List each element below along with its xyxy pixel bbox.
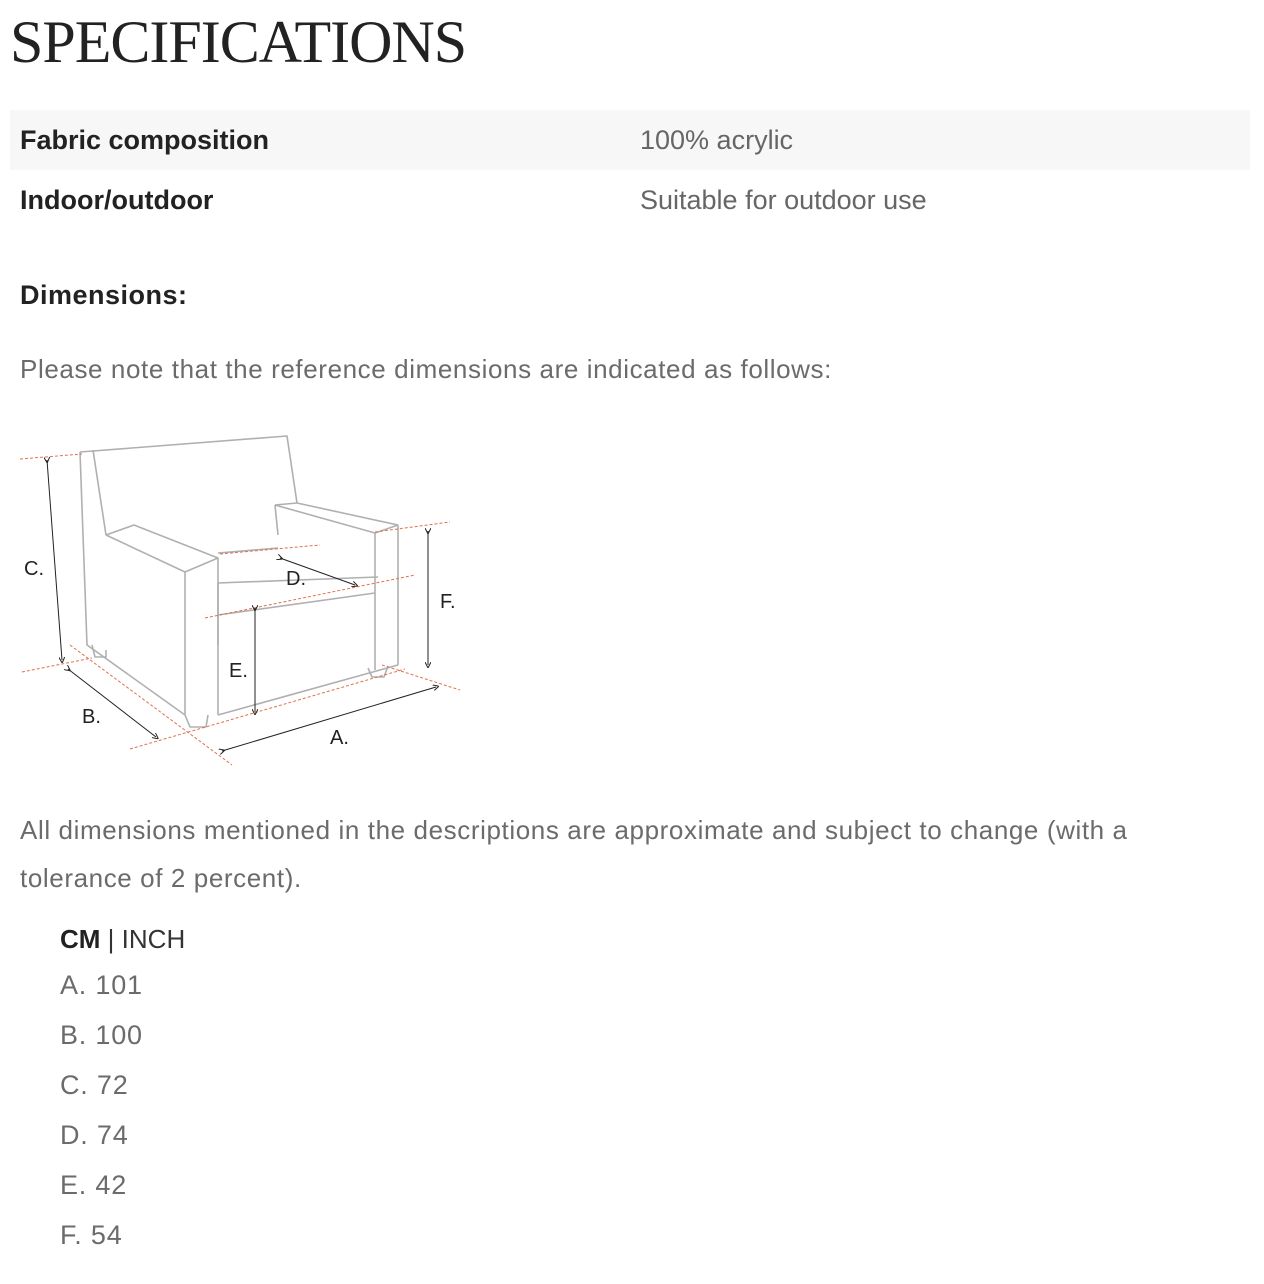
unit-inch-option[interactable]: INCH — [121, 924, 186, 954]
spec-value: Suitable for outdoor use — [640, 184, 927, 215]
dimension-item-b: B. 100 — [60, 1020, 143, 1050]
diagram-label-f: F. — [440, 591, 456, 613]
spec-table — [10, 110, 1250, 230]
dimension-arrows — [47, 460, 436, 751]
dimension-item-f: F. 54 — [60, 1220, 123, 1250]
diagram-label-b: B. — [82, 706, 101, 728]
unit-toggle — [60, 924, 185, 955]
dimension-item-e: E. 42 — [60, 1170, 128, 1200]
dimension-item-d: D. 74 — [60, 1120, 129, 1150]
diagram-label-e: E. — [229, 660, 248, 682]
spec-label: Fabric composition — [20, 124, 270, 155]
page-title: SPECIFICATIONS — [10, 9, 467, 75]
diagram-label-a: A. — [330, 727, 349, 749]
approximate-note: All dimensions mentioned in the descriptions are approximate and subject to change (with a tolerance of 2 percent). — [20, 815, 1128, 893]
unit-cm-option[interactable]: CM — [60, 924, 101, 954]
dimension-list — [60, 964, 143, 1264]
spec-value: 100% acrylic — [640, 124, 794, 155]
spec-row-fabric — [10, 110, 1250, 170]
diagram-label-d: D. — [286, 568, 306, 590]
spec-row-indoor-outdoor — [10, 170, 1250, 230]
dimension-item-c: C. 72 — [60, 1070, 129, 1100]
dimensions-heading: Dimensions: — [20, 280, 188, 310]
armchair-outline — [80, 436, 398, 727]
unit-separator: | — [107, 924, 115, 954]
dimension-item-a: A. 101 — [60, 970, 143, 1000]
spec-label: Indoor/outdoor — [20, 184, 214, 215]
armchair-dimension-diagram — [10, 425, 480, 775]
reference-note: Please note that the reference dimensions are indicated as follows: — [20, 354, 832, 384]
diagram-label-c: C. — [24, 558, 44, 580]
